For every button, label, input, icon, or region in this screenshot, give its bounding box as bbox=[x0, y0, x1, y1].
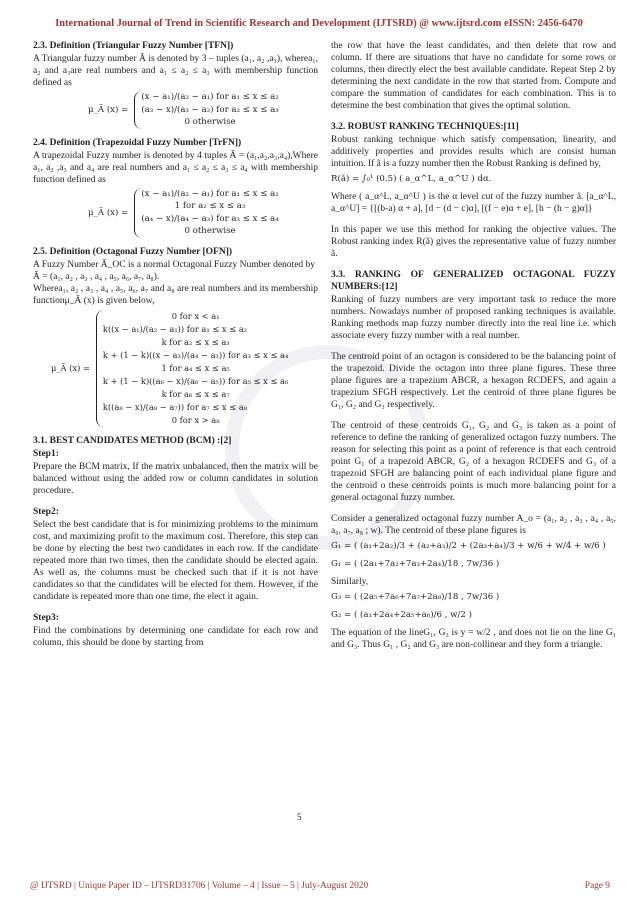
ofn-case-3: k for a₂ ≤ x ≤ a₃ bbox=[161, 336, 230, 347]
g2-formula: G₂ = ( (a₁+2a₄+2a₅+a₆)/6 , w/2 ) bbox=[331, 610, 472, 620]
section-3-3-title: 3.3. RANKING OF GENERALIZED OCTAGONAL FUZZY NUMBERS:[12] bbox=[331, 270, 616, 292]
method-text: In this paper we use this method for ranking the objective values. The Robust ranking index R(ã) gives the representative value of fuzzy number ã. bbox=[331, 225, 616, 259]
trfn-mu-label: μ_Ã (x) = bbox=[88, 207, 129, 218]
section-2-5-text: A Fuzzy Number Ã_OC is a normal Octagonal Fuzzy Number denoted by bbox=[33, 259, 316, 270]
centroid-text: The centroid point of an octagon is considered to be the balancing point of the trapezoid. Divide the octagon into three plane figures. These three plane figures are a trapezium ABCR, a hexagon RCDEFS, and again a trapezium SFGH respectively. Let the centroid of three plane figures be G₁, G₂ and G₃ respectively. bbox=[331, 352, 616, 410]
step3-text: Find the combinations by determining one candidate for each row and column, this should be done by starting from bbox=[33, 625, 318, 648]
journal-header: International Journal of Trend in Scientific Research and Development (IJTSRD) @ www.ijtsrd.com eISSN: 2456-6470 bbox=[55, 18, 583, 29]
tfn-case-1: (x − a₁)/(a₂ − a₁) for a₁ ≤ x ≤ a₂ bbox=[141, 92, 279, 102]
g1-formula-b: G₁ = ( (2a₁+7a₂+7a₃+2a₄)/18 , 7w/36 ) bbox=[331, 559, 500, 569]
tfn-case-2: (a₃ − x)/(a₃ − a₂) for a₂ ≤ x ≤ a₃ bbox=[141, 104, 279, 115]
page-number: Page 9 bbox=[584, 881, 610, 891]
ofn-case-4: k + (1 − k)((x − a₃)/(a₄ − a₃)) for a₃ ≤ x ≤ a₄ bbox=[102, 349, 289, 360]
section-2-4-text: A trapezoidal Fuzzy number is denoted by 4 tuples Ã = (a₁,a₂,a₃,a₄),Where a₁, a₂ ,a₃ and a₄ are real numbers and a₁ ≤ a₂ ≤ a₃ ≤ a₄ with membership function defined as bbox=[33, 150, 318, 185]
trfn-case-4: 0 otherwise bbox=[184, 226, 236, 236]
ofn-case-5: 1 for a₄ ≤ x ≤ a₅ bbox=[161, 362, 230, 373]
page-note-number: 5 bbox=[297, 812, 302, 822]
step2-title: Step2: bbox=[33, 506, 59, 517]
section-3-2-title: 3.2. ROBUST RANKING TECHNIQUES:[11] bbox=[331, 122, 519, 132]
g1-formula-a: G₁ = ( (a₁+2a₂)/3 + (a₂+a₃)/2 + (2a₃+a₄)/3 + w/6 + w/4 + w/6 ) bbox=[331, 541, 606, 551]
tfn-mu-label: μ_Ã (x) = bbox=[88, 104, 129, 115]
section-2-4-title: 2.4. Definition (Trapezoidal Fuzzy Number [TrFN]) bbox=[33, 137, 242, 148]
alpha-cut-definition: Where ( a_α^L, a_α^U ) is the α level cut of the fuzzy number ã. [a_α^L, a_α^U] = {[(b-a) α + a], [d − (d − c)α], [(f − e)α + e], [h − (h − g)α]} bbox=[331, 192, 616, 214]
step1-text: Prepare the BCM matrix, If the matrix unbalanced, then the matrix will be balanced without using the added row or column candidates in solution procedure. bbox=[33, 461, 318, 496]
ofn-mu-label: μ_Ã (x) = bbox=[51, 363, 90, 373]
section-2-5-title: 2.5. Definition (Octagonal Fuzzy Number [OFN]) bbox=[33, 246, 233, 257]
section-2-3-title: 2.3. Definition (Triangular Fuzzy Number [TFN]) bbox=[33, 41, 234, 51]
left-column bbox=[33, 40, 318, 658]
section-2-5-text2: Wherea₁, a₂ , a₃ , a₄ , a₅, a₆, a₇ and a₈ are real numbers and its membership functionμ_Ã (x) is given below, bbox=[33, 283, 318, 306]
trfn-case-1: (x − a₁)/(a₂ − a₁) for a₁ ≤ x ≤ a₂ bbox=[141, 188, 279, 199]
ofn-case-6: k + (1 − k)((a₆ − x)/(a₆ − a₅)) for a₅ ≤ x ≤ a₆ bbox=[102, 375, 289, 386]
ofn-case-9: 0 for x > a₈ bbox=[171, 414, 220, 425]
ofn-case-8: k((a₈ − x)/(a₈ − a₇)) for a₇ ≤ x ≤ a₈ bbox=[102, 401, 248, 412]
line-equation-text: The equation of the lineG₁, G₃ is y = w/2 , and does not lie on the line G₁ and G₃. Thus G₁ , G₂ and G₃ are non-collinear and they form a triangle. bbox=[331, 628, 616, 650]
section-3-3-text: Ranking of fuzzy numbers are very important task to reduce the more numbers. Nowadays number of proposed ranking techniques is available. Ranking methods map fuzzy number directly into the real line i.e. which associate every fuzzy number with a real number. bbox=[331, 295, 616, 341]
similarly-label: Similarly, bbox=[331, 577, 369, 587]
section-3-1-title: 3.1. BEST CANDIDATES METHOD (BCM) :[2] bbox=[33, 435, 232, 446]
tfn-cases bbox=[134, 91, 278, 129]
trfn-membership-equation bbox=[33, 188, 318, 238]
step2-text: Select the best candidate that is for minimizing problems to the minimum cost, and maximizing profit to the maximum cost. Therefore, this step can be done by electing the best two candidates in each row. If the candidate repeated more than two times, then the candidate should be elected again. As well as, the columns must be checked such that if it is not have candidates so that the candidates will be elected for them. However, if the candidate is repeated more than one time, the elect it again. bbox=[33, 519, 318, 602]
g3-formula: G₃ = ( (2a₅+7a₆+7a₇+2a₈)/18 , 7w/36 ) bbox=[331, 592, 500, 602]
ofn-case-2: k((x − a₁)/(a₂ − a₁)) for a₁ ≤ x ≤ a₂ bbox=[102, 323, 248, 334]
step3-title: Step3: bbox=[33, 612, 59, 623]
section-2-5-tuple: Ã = (a₁, a₂ , a₃ , a₄ , a₅, a₆, a₇, a₈). bbox=[33, 271, 160, 282]
step1-title: Step1: bbox=[33, 448, 59, 459]
section-3-2-text: Robust ranking technique which satisfy compensation, linearity, and additively properties and provides results which are consist human intuition. If ã is a fuzzy number then the Robust Ranking is defined by, bbox=[331, 135, 616, 169]
tfn-case-3: 0 otherwise bbox=[184, 117, 236, 127]
right-column bbox=[331, 40, 616, 660]
footer-info: @ IJTSRD | Unique Paper ID – IJTSRD31706 | Volume – 4 | Issue – 5 | July-August 2020 bbox=[30, 881, 369, 891]
ofn-case-7: k for a₆ ≤ x ≤ a₇ bbox=[161, 388, 230, 399]
tfn-membership-equation bbox=[33, 91, 318, 129]
page-footer bbox=[30, 881, 610, 891]
trfn-case-3: (a₄ − x)/(a₄ − a₃) for a₃ ≤ x ≤ a₄ bbox=[141, 213, 279, 224]
ofn-membership-equation bbox=[33, 310, 318, 427]
ofn-case-1: 0 for x < a₁ bbox=[171, 310, 220, 321]
section-2-3-text: A Triangular fuzzy number Ã is denoted by 3 – tuples (a₁, a₂ ,a₃), wherea₁, a₂ and a₃are real numbers and a₁ ≤ a₂ ≤ a₃ with membership function defined as bbox=[33, 54, 318, 88]
ofn-cases bbox=[96, 310, 288, 427]
step3-continued-text: the row that have the least candidates, and then delete that row and column. If there are situations that have no candidate for some rows or columns, then directly elect the best available candidate. Repeat Step 2 by determining the next candidate in the row that started from. Compute and compare the summation of candidates for each combination. This is to determine the best combination that gives the optimal solution. bbox=[331, 41, 616, 111]
centroid-text-2: The centroid of these centroids G₁, G₂ and G₃ is taken as a point of reference to define the ranking of generalized octagon fuzzy numbers. The reason for selecting this point as a point of reference is that each centroid point G₁ of a trapezoid ABCR, G₂ of a hexagon RCDEFS and G₃ of a trapezoid SFGH are balancing point of each individual plane figure and the centroid o these centroids points is much more balancing point for a general octagonal fuzzy number. bbox=[331, 421, 616, 503]
consider-text: Consider a generalized octagonal fuzzy number A_o = (a₁, a₂ , a₃ , a₄ , a₅, a₆, a₇, a₈ ; w). The centroid of these plane figures is bbox=[331, 514, 616, 536]
trfn-cases bbox=[134, 188, 278, 238]
trfn-case-2: 1 for a₂ ≤ x ≤ a₃ bbox=[174, 201, 246, 211]
robust-ranking-formula: R(ã) = ∫₀¹ (0.5) ( a_α^L, a_α^U ) dα. bbox=[331, 174, 492, 184]
